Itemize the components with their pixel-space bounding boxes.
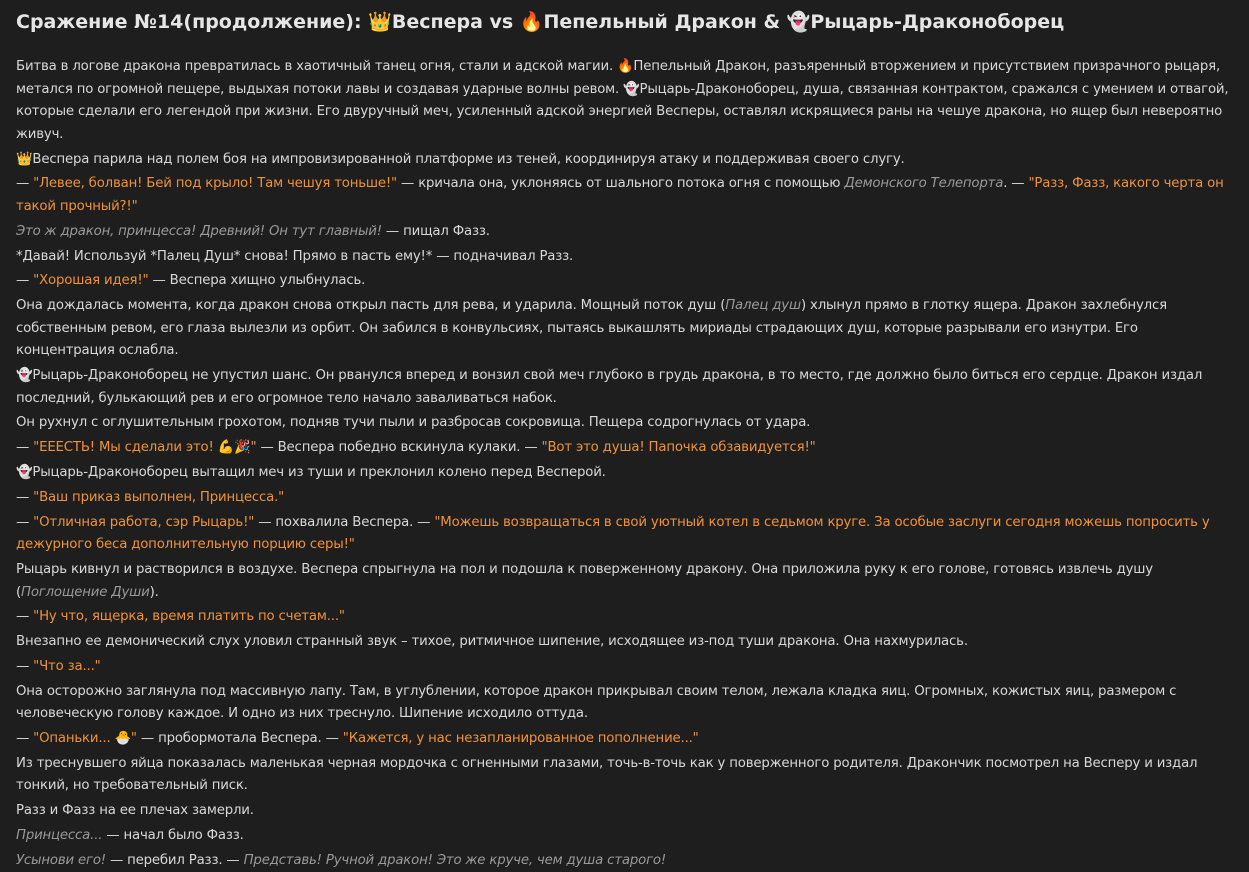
quote-text: "Отличная работа, сэр Рыцарь!" (33, 514, 255, 530)
text-segment: — (16, 609, 34, 625)
paragraph (16, 728, 1233, 751)
quote-text: "Опаньки... 🐣" (33, 731, 137, 746)
quote-text: "Хорошая идея!" (33, 273, 149, 289)
text-segment: *Давай! Используй *Палец Душ* снова! Прямо в пасть ему!* — подначивал Разз. (16, 248, 574, 264)
paragraph (16, 246, 1233, 269)
text-segment: — (16, 658, 34, 674)
paragraph (16, 365, 1233, 410)
text-segment: Рыцарь кивнул и растворился в воздухе. Веспера спрыгнула на пол и подошла к поверженному дракону. Она приложила руку к его голове, готовясь извлечь душу ( (16, 561, 1153, 600)
paragraph (16, 850, 1233, 872)
paragraph (16, 800, 1233, 823)
quote-text: "Левее, болван! Бей под крыло! Там чешуя тоньше!" (33, 176, 397, 192)
text-segment: — пробормотала Веспера. — (136, 731, 343, 746)
paragraph (16, 753, 1233, 798)
paragraph (16, 437, 1233, 460)
italic-text: Демонского Телепорта (844, 176, 1004, 192)
quote-text: "ЕЕЕСТЬ! Мы сделали это! 💪🎉" (33, 440, 257, 456)
paragraph (16, 559, 1233, 604)
quote-text: "Можешь возвращаться в свой уютный котел в седьмом круге. За особые заслуги сегодня можешь попросить у дежурного беса дополнительную порцию серы!" (16, 514, 1210, 553)
text-segment: Он рухнул с оглушительным грохотом, подняв тучи пыли и разбросав сокровища. Пещера содрогнулась от удара. (16, 415, 811, 431)
quote-text: "Разз, Фазз, какого черта он такой прочный?!" (16, 176, 1224, 214)
paragraph (16, 681, 1233, 726)
text-segment: — (16, 273, 34, 289)
quote-text: "Ваш приказ выполнен, Принцесса." (33, 489, 285, 505)
text-segment: ). (149, 584, 159, 600)
quote-text: "Ну что, ящерка, время платить по счетам..." (33, 609, 345, 625)
text-segment: . — (1003, 176, 1029, 192)
text-segment: — кричала она, уклоняясь от шального потока огня с помощью (396, 176, 845, 192)
text-segment: — (16, 731, 34, 746)
italic-text: Принцесса... (16, 827, 103, 843)
paragraph (16, 631, 1233, 654)
paragraph (16, 606, 1233, 629)
text-segment: Битва в логове дракона превратилась в хаотичный танец огня, стали и адской магии. 🔥Пепельный Дракон, разъяренный вторжением и присутствием призрачного рыцаря, метался по огромной пещере, выдыхая потоки лавы и создавая ударные волны ревом. 👻Рыцарь-Драконоборец, душа, связанная контрактом, сражался с умением и отвагой, которые сделали его легендой при жизни. Его двуручный меч, усиленный адской энергией Весперы, оставлял искрящиеся раны на чешуе дракона, но ящер был невероятно живуч. (16, 59, 1229, 142)
italic-text: Поглощение Души (21, 584, 150, 600)
text-segment: — Веспера хищно улыбнулась. (148, 273, 366, 289)
text-segment: Разз и Фазз на ее плечах замерли. (16, 803, 254, 819)
italic-text: Представь! Ручной дракон! Это же круче, чем душа старого! (243, 852, 666, 868)
italic-text: Усынови его! (16, 852, 106, 868)
paragraph (16, 173, 1233, 218)
text-segment: — Веспера победно вскинула кулаки. — (256, 440, 542, 456)
paragraph (16, 56, 1233, 146)
text-segment: — (16, 176, 34, 192)
page-title: Сражение №14(продолжение): 👑Веспера vs 🔥Пепельный Дракон & 👻Рыцарь-Драконоборец (16, 11, 1065, 33)
story-text (16, 56, 1233, 872)
text-segment: — пищал Фазз. (381, 223, 490, 239)
text-segment: Внезапно ее демонический слух уловил странный звук – тихое, ритмичное шипение, исходящее из-под туши дракона. Она нахмурилась. (16, 634, 968, 650)
paragraph (16, 221, 1233, 244)
text-segment: 👑Веспера парила над полем боя на импровизированной платформе из теней, координируя атаку и поддерживая своего слугу. (16, 151, 905, 167)
paragraph (16, 656, 1233, 679)
text-segment: 👻Рыцарь-Драконоборец не упустил шанс. Он рванулся вперед и вонзил свой меч глубоко в грудь дракона, в то место, где должно было биться его сердце. Дракон издал последний, булькающий рев и его огромное тело начало заваливаться набок. (16, 368, 1203, 406)
quote-text: "Вот это душа! Папочка обзавидуется!" (541, 440, 816, 456)
paragraph (16, 462, 1233, 485)
paragraph (16, 825, 1233, 848)
text-segment: — похвалила Веспера. — (254, 514, 435, 530)
text-segment: Она дождалась момента, когда дракон снова открыл пасть для рева, и ударила. Мощный поток душ ( (16, 298, 726, 314)
text-segment: 👻Рыцарь-Драконоборец вытащил меч из туши и преклонил колено перед Весперой. (16, 464, 606, 480)
text-segment: — (16, 514, 34, 530)
paragraph (16, 149, 1233, 172)
text-segment: — (16, 489, 34, 505)
paragraph (16, 295, 1233, 363)
text-segment: — начал было Фазз. (102, 827, 244, 843)
paragraph (16, 487, 1233, 510)
text-segment: — перебил Разз. — (105, 852, 244, 868)
quote-text: "Что за..." (33, 658, 101, 674)
paragraph (16, 412, 1233, 435)
quote-text: "Кажется, у нас незапланированное пополнение..." (342, 731, 699, 746)
paragraph (16, 512, 1233, 557)
italic-text: Это ж дракон, принцесса! Древний! Он тут главный! (16, 223, 382, 239)
text-segment: ) хлынул прямо в глотку ящера. Дракон захлебнулся собственным ревом, его глаза вылезли из орбит. Он забился в конвульсиях, пытаясь выкашлять мириады страдающих душ, которые разрывали его изнутри. Его концентрация ослабла. (16, 298, 1167, 359)
italic-text: Палец душ (725, 298, 801, 314)
text-segment: Из треснувшего яйца показалась маленькая черная мордочка с огненными глазами, точь-в-точь как у поверженного родителя. Дракончик посмотрел на Весперу и издал тонкий, но требовательный писк. (16, 755, 1198, 794)
text-segment: Она осторожно заглянула под массивную лапу. Там, в углублении, которое дракон прикрывал своим телом, лежала кладка яиц. Огромных, кожистых яиц, размером с человеческую голову каждое. И одно из них треснуло. Шипение исходило оттуда. (16, 683, 1177, 722)
text-segment: — (16, 440, 34, 456)
paragraph (16, 270, 1233, 293)
